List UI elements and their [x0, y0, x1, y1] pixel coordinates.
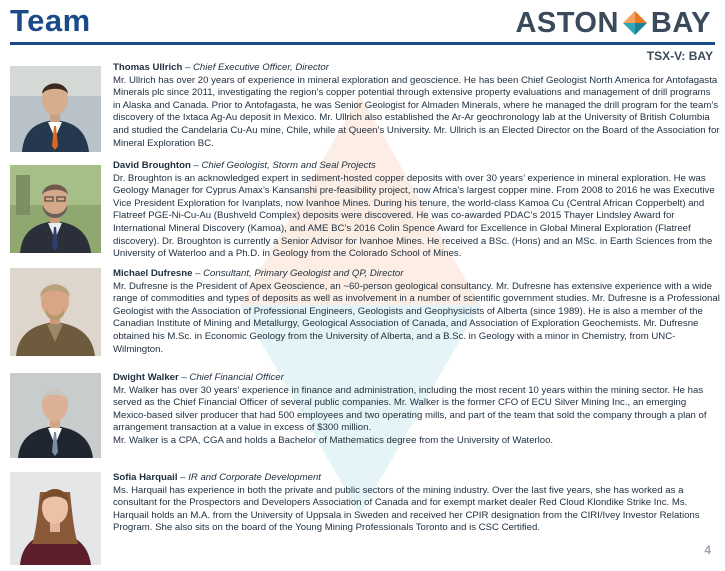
title-divider — [10, 42, 715, 45]
bio-paragraph: Ms. Harquail has experience in both the private and public sectors of the mining industry. Over the last five years, she has worked as a consultant for the Prospectors and Developers Association of Canada and for exempt market dealer Red Cloud Klondike Strike Inc. Ms. Harquail holds an M.A. from the University of Uppsala in Sweden and received her CPIR designation from the CIRI/Ivey Investor Relations Program. She also sits on the board of the Young Mining Professionals Toronto and is CSC Certified. — [113, 484, 700, 534]
bio-paragraph: Mr. Ullrich has over 20 years of experience in mineral exploration and geoscience. He has been Chief Geologist North America for Antofagasta Minerals plc since 2011, investigating the region’s copper potential through extensive property evaluations and management of drill programs in Alaska and Canada. Prior to Antofagasta, he was Senior Geologist for Almaden Minerals, where he managed the drill program for the team’s discovery of the Ixtaca Ag-Au deposit in Mexico. Mr. Ullrich also established the Ar-Ar geochronology lab at the University of British Columbia and studied the Candelaria Cu-Au mine, Chile, while at Queen’s University. Mr. Ullrich is an Elected Director on the Board of the Association for Mineral Exploration BC. — [113, 74, 720, 149]
member-name: David Broughton — [113, 160, 191, 171]
bio-paragraph: Mr. Walker has over 30 years’ experience in finance and administration, including the most recent 10 years within the mining sector. He has served as the Chief Financial Officer of several public companies. Mr. Walker is the former CFO of ECU Silver Mining Inc., an emerging Mexico-based silver producer that had 500 employees and two operating mills, and part of the team that sold the company through a plan of arrangement transaction at a value in excess of $300 million. — [113, 384, 707, 434]
bio-text-block: David Broughton – Chief Geologist, Storm and Seal Projects Dr. Broughton is an acknowledged expert in sediment-hosted copper deposits with over 30 years’ experience in mineral exploration. He was Geology Manager for Cyprus Amax’s Kansanshi pre-feasibility project, now Africa’s largest copper mine. From 2008 to 2016 he was Executive Vice President Exploration for Ivanplats, now Ivanhoe Mines. During his tenure, the world-class Kamoa Cu (Central African Copperbelt) and Flatreef PGE-Ni-Cu-Au (Bushveld Complex) deposits were discovered. He was co-awarded PDAC’s 2015 Thayer Lindsley Award for International Mineral Discovery (Kamoa), and AME BC’s 2016 Colin Spence Award for Excellence in Global Mineral Exploration (Flatreef discovery). Dr. Broughton is currently a Senior Advisor for Ivanhoe Mines. He received a BSc. (Hons) and an MSc. in Earth Sciences from the University of Waterloo and a Ph.D. in Geology from the Colorado School of Mines. — [113, 160, 720, 261]
bio-paragraph: Mr. Walker is a CPA, CGA and holds a Bachelor of Mathematics degree from the University of Waterloo. — [113, 434, 554, 446]
member-name: Michael Dufresne — [113, 268, 193, 279]
bio-text-block: Michael Dufresne – Consultant, Primary Geologist and QP, Director Mr. Dufresne is the President of Apex Geoscience, an ~60-person geological consultancy. Mr. Dufresne has extensive experience with a wide range of commodities and types of deposits as well as involvement in a number of scientific government studies. Mr. Dufresne is a Professional Geologist with the Association of Professional Engineers, Geologists and Geophysicists of Alberta (since 1989). He is also a member of the Canadian Institute of Mining and Metallurgy, Geological Association of Canada, and Association of Exploration Geochemists. Mr. Dufresne obtained his M.Sc. in Economic Geology from the University of Alberta, and a B.Sc. in Geology with a minor in Chemistry, from UNC-Wilmington. — [113, 268, 720, 355]
member-name: Dwight Walker — [113, 372, 179, 383]
page-number: 4 — [704, 543, 711, 557]
member-role: Consultant, Primary Geologist and QP, Director — [203, 268, 404, 279]
member-role: Chief Executive Officer, Director — [192, 62, 329, 73]
headshot-photo-dufresne — [10, 268, 101, 356]
bio-paragraph: Dr. Broughton is an acknowledged expert in sediment-hosted copper deposits with over 30 years’ experience in mineral exploration. He was Geology Manager for Cyprus Amax’s Kansanshi pre-feasibility project, now Africa’s largest copper mine. From 2008 to 2016 he was Executive Vice President Exploration for Ivanplats, now Ivanhoe Mines. During his tenure, the world-class Kamoa Cu (Central African Copperbelt) and Flatreef PGE-Ni-Cu-Au (Bushveld Complex) deposits were discovered. He was co-awarded PDAC’s 2015 Thayer Lindsley Award for International Mineral Discovery (Kamoa), and AME BC’s 2016 Colin Spence Award for Excellence in Global Mineral Exploration (Flatreef discovery). Dr. Broughton is currently a Senior Advisor for Ivanhoe Mines. He received a BSc. (Hons) and an MSc. in Earth Sciences from the University of Waterloo and a Ph.D. in Geology from the Colorado School of Mines. — [113, 172, 715, 260]
member-name: Sofia Harquail — [113, 472, 178, 483]
member-role: Chief Financial Officer — [189, 372, 284, 383]
headshot-photo-broughton — [10, 165, 101, 253]
headshot-photo-ullrich — [10, 66, 101, 152]
member-role: IR and Corporate Development — [188, 472, 321, 483]
bio-text-block: Thomas Ullrich – Chief Executive Officer, Director Mr. Ullrich has over 20 years of experience in mineral exploration and geoscience. He has been Chief Geologist North America for Antofagasta Minerals plc since 2011, investigating the region’s copper potential through extensive property evaluations and management of drill programs in Alaska and Canada. Prior to Antofagasta, he was Senior Geologist for Almaden Minerals, where he managed the drill program for the team’s discovery of the Ixtaca Ag-Au deposit in Mexico. Mr. Ullrich also established the Ar-Ar geochronology lab at the University of British Columbia and studied the Candelaria Cu-Au mine, Chile, while at Queen’s University. Mr. Ullrich is an Elected Director on the Board of the Association for Mineral Exploration BC. — [113, 62, 720, 149]
member-role: Chief Geologist, Storm and Seal Projects — [201, 160, 376, 171]
headshot-photo-walker — [10, 373, 101, 458]
company-logo — [515, 6, 711, 40]
diamond-logo-icon — [622, 10, 648, 36]
logo-text-right: BAY — [650, 6, 711, 39]
bio-text-block: Sofia Harquail – IR and Corporate Development Ms. Harquail has experience in both the private and public sectors of the mining industry. Over the last five years, she has worked as a consultant for the Prospectors and Developers Association of Canada and for exempt market dealer Red Cloud Klondike Strike Inc. Ms. Harquail holds an M.A. from the University of Uppsala in Sweden and received her CPIR designation from the CIRI/Ivey Investor Relations Program. She also sits on the board of the Young Mining Professionals Toronto and is CSC Certified. — [113, 472, 720, 535]
stock-ticker: TSX-V: BAY — [646, 49, 713, 63]
bio-text-block: Dwight Walker – Chief Financial Officer Mr. Walker has over 30 years’ experience in finance and administration, including the most recent 10 years within the mining sector. He has served as the Chief Financial Officer of several public companies. Mr. Walker is the former CFO of ECU Silver Mining Inc., an emerging Mexico-based silver producer that had 500 employees and two operating mills, and part of the team that sold the company through a plan of arrangement transaction at a value in excess of $300 million. Mr. Walker is a CPA, CGA and holds a Bachelor of Mathematics degree from the University of Waterloo. — [113, 372, 720, 448]
bio-paragraph: Mr. Dufresne is the President of Apex Geoscience, an ~60-person geological consultancy. Mr. Dufresne has extensive experience with a wide range of commodities and types of deposits as well as involvement in a number of scientific government studies. Mr. Dufresne is a Professional Geologist with the Association of Professional Engineers, Geologists and Geophysicists of Alberta (since 1989). He is also a member of the Canadian Institute of Mining and Metallurgy, Geological Association of Canada, and Association of Exploration Geochemists. Mr. Dufresne obtained his M.Sc. in Economic Geology from the University of Alberta, and a B.Sc. in Geology with a minor in Chemistry, from UNC-Wilmington. — [113, 280, 720, 355]
page-title: Team — [10, 3, 91, 38]
logo-text-left: ASTON — [515, 6, 619, 39]
member-name: Thomas Ullrich — [113, 62, 183, 73]
headshot-photo-harquail — [10, 472, 101, 565]
